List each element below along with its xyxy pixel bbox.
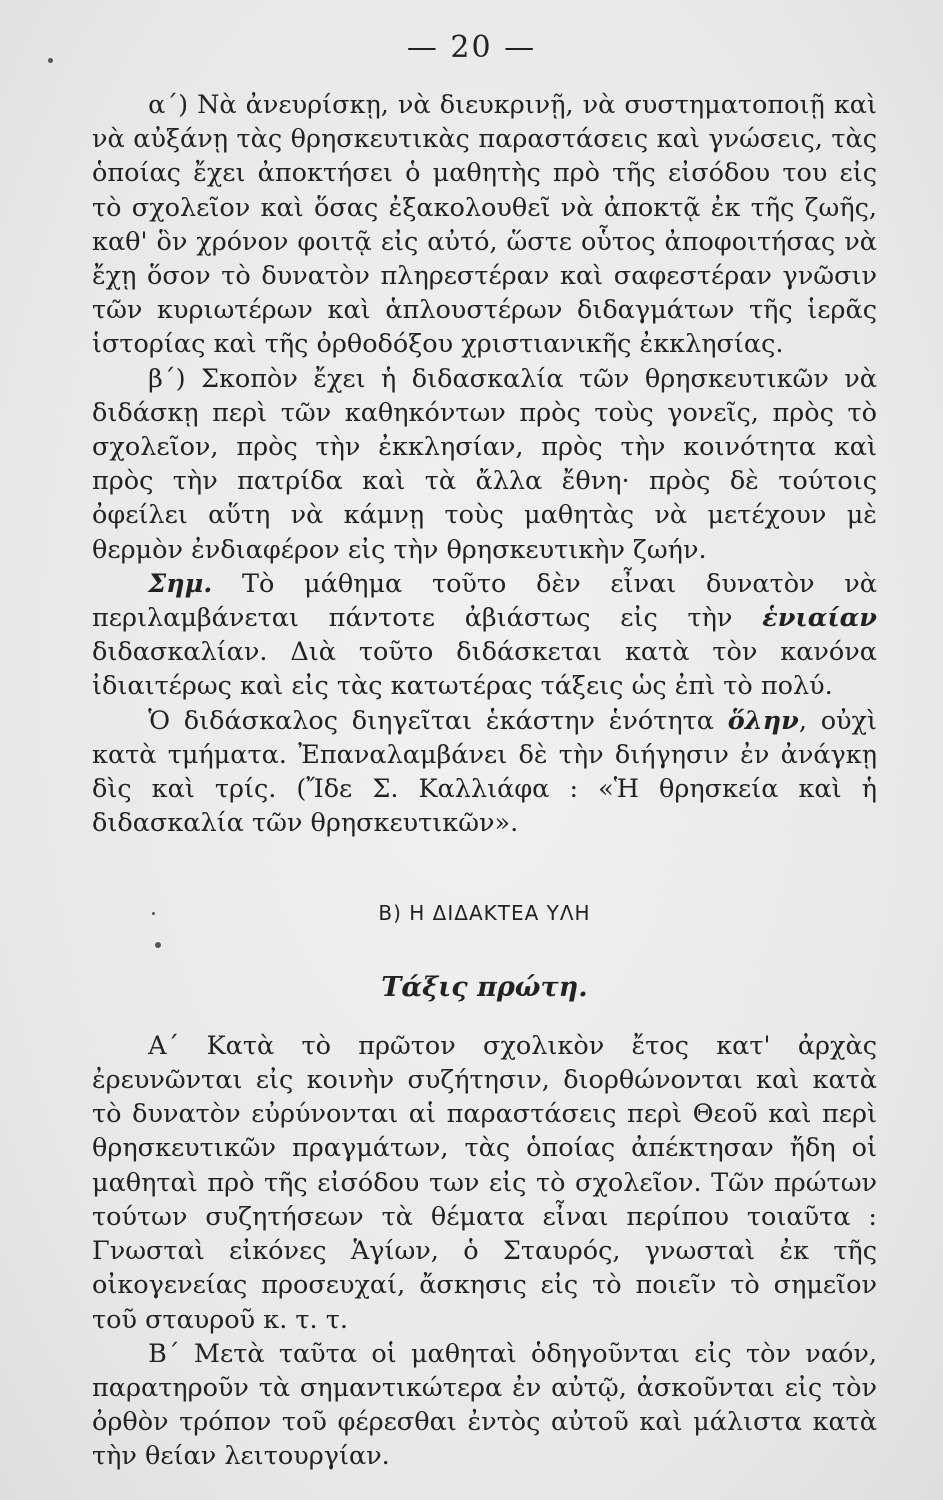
page-number: — 20 —: [406, 30, 537, 65]
paragraph-beta: β΄) Σκοπὸν ἔχει ἡ διδασκαλία τῶν θρησκευτικῶν νὰ διδάσκῃ περὶ τῶν καθηκόντων πρὸς τοὺς γονεῖς, πρὸς τὸ σχολεῖον, πρὸς τὴν ἐκκλησίαν, πρὸς τὴν κοινότητα καὶ πρὸς τὴν πατρίδα καὶ τὰ ἄλλα ἔθνη· πρὸς δὲ τούτοις ὀφείλει αὕτη νὰ κάμνῃ τοὺς μαθητὰς νὰ μετέχουν μὲ θερμὸν ἐνδιαφέρον εἰς τὴν θρησκευτικὴν ζωήν.: [92, 363, 877, 565]
note-text-part: Τὸ μάθημα τοῦτο δὲν εἶναι δυνατὸν νὰ περιλαμβάνεται πάντοτε ἀβιάστως εἰς τὴν: [92, 568, 877, 634]
note-label: Σημ.: [148, 568, 213, 599]
note-emphasis: ἑνιαίαν: [762, 603, 877, 634]
sub-heading: Τάξις πρώτη.: [381, 971, 588, 1003]
teacher-text-part: Ὁ διδάσκαλος διηγεῖται ἑκάστην ἑνότητα: [148, 705, 728, 736]
paragraph-first-b: Β΄ Μετὰ ταῦτα οἱ μαθηταὶ ὁδηγοῦνται εἰς τὸν ναόν, παρατηροῦν τὰ σημαντικώτερα ἐν αὐτῷ, ἀσκοῦνται εἰς τὸν ὀρθὸν τρόπον τοῦ φέρεσθαι ἐντὸς αὐτοῦ καὶ μάλιστα κατὰ τὴν θείαν λειτουργίαν.: [92, 1338, 877, 1472]
teacher-emphasis: ὅλην: [727, 705, 799, 736]
page-body: [92, 88, 877, 1474]
note-paragraph: [92, 567, 877, 704]
teacher-text-part: , οὐχὶ κατὰ τμήματα. Ἐπαναλαμβάνει δὲ τὴν διήγησιν ἐν ἀνάγκῃ δὶς καὶ τρίς. (Ἴδε Σ. Καλλιάφα : «Ἡ θρησκεία καὶ ἡ διδασκαλία τῶν θρησκευτικῶν».: [92, 705, 877, 839]
paragraph-first-a: Α΄ Κατὰ τὸ πρῶτον σχολικὸν ἔτος κατ' ἀρχὰς ἐρευνῶνται εἰς κοινὴν συζήτησιν, διορθώνονται καὶ κατὰ τὸ δυνατὸν εὐρύνονται αἱ παραστάσεις περὶ Θεοῦ καὶ περὶ θρησκευτικῶν πραγμάτων, τὰς ὁποίας ἀπέκτησαν ἤδη οἱ μαθηταὶ πρὸ τῆς εἰσόδου των εἰς τὸ σχολεῖον. Τῶν πρώτων τούτων συζητήσεων τὰ θέματα εἶναι περίπου τοιαῦτα : Γνωσταὶ εἰκόνες Ἁγίων, ὁ Σταυρός, γνωσταὶ ἐκ τῆς οἰκογενείας προσευχαί, ἄσκησις εἰς τὸ ποιεῖν τὸ σημεῖον τοῦ σταυροῦ κ. τ. τ.: [92, 1030, 877, 1335]
paragraph-alpha: α΄) Νὰ ἀνευρίσκῃ, νὰ διευκρινῇ, νὰ συστηματοποιῇ καὶ νὰ αὐξάνῃ τὰς θρησκευτικὰς παραστάσεις καὶ γνώσεις, τὰς ὁποίας ἔχει ἀποκτήσει ὁ μαθητὴς πρὸ τῆς εἰσόδου του εἰς τὸ σχολεῖον καὶ ὅσας ἐξακολουθεῖ νὰ ἀποκτᾷ ἐκ τῆς ζωῆς, καθ' ὃν χρόνον φοιτᾷ εἰς αὐτό, ὥστε οὗτος ἀποφοιτήσας νὰ ἔχῃ ὅσον τὸ δυνατὸν πληρεστέραν καὶ σαφεστέραν γνῶσιν τῶν κυριωτέρων καὶ ἁπλουστέρων διδαγμάτων τῆς ἱερᾶς ἱστορίας καὶ τῆς ὀρθοδόξου χριστιανικῆς ἐκκλησίας.: [92, 90, 877, 360]
teacher-paragraph: [92, 704, 877, 841]
note-text-part: διδασκαλίαν. Διὰ τοῦτο διδάσκεται κατὰ τὸν κανόνα ἰδιαιτέρως καὶ εἰς τὰς κατωτέρας τάξεις ὡς ἐπὶ τὸ πολύ.: [92, 637, 877, 702]
section-heading: Β) Η ΔΙΔΑΚΤΕΑ ΥΛΗ: [378, 901, 591, 926]
